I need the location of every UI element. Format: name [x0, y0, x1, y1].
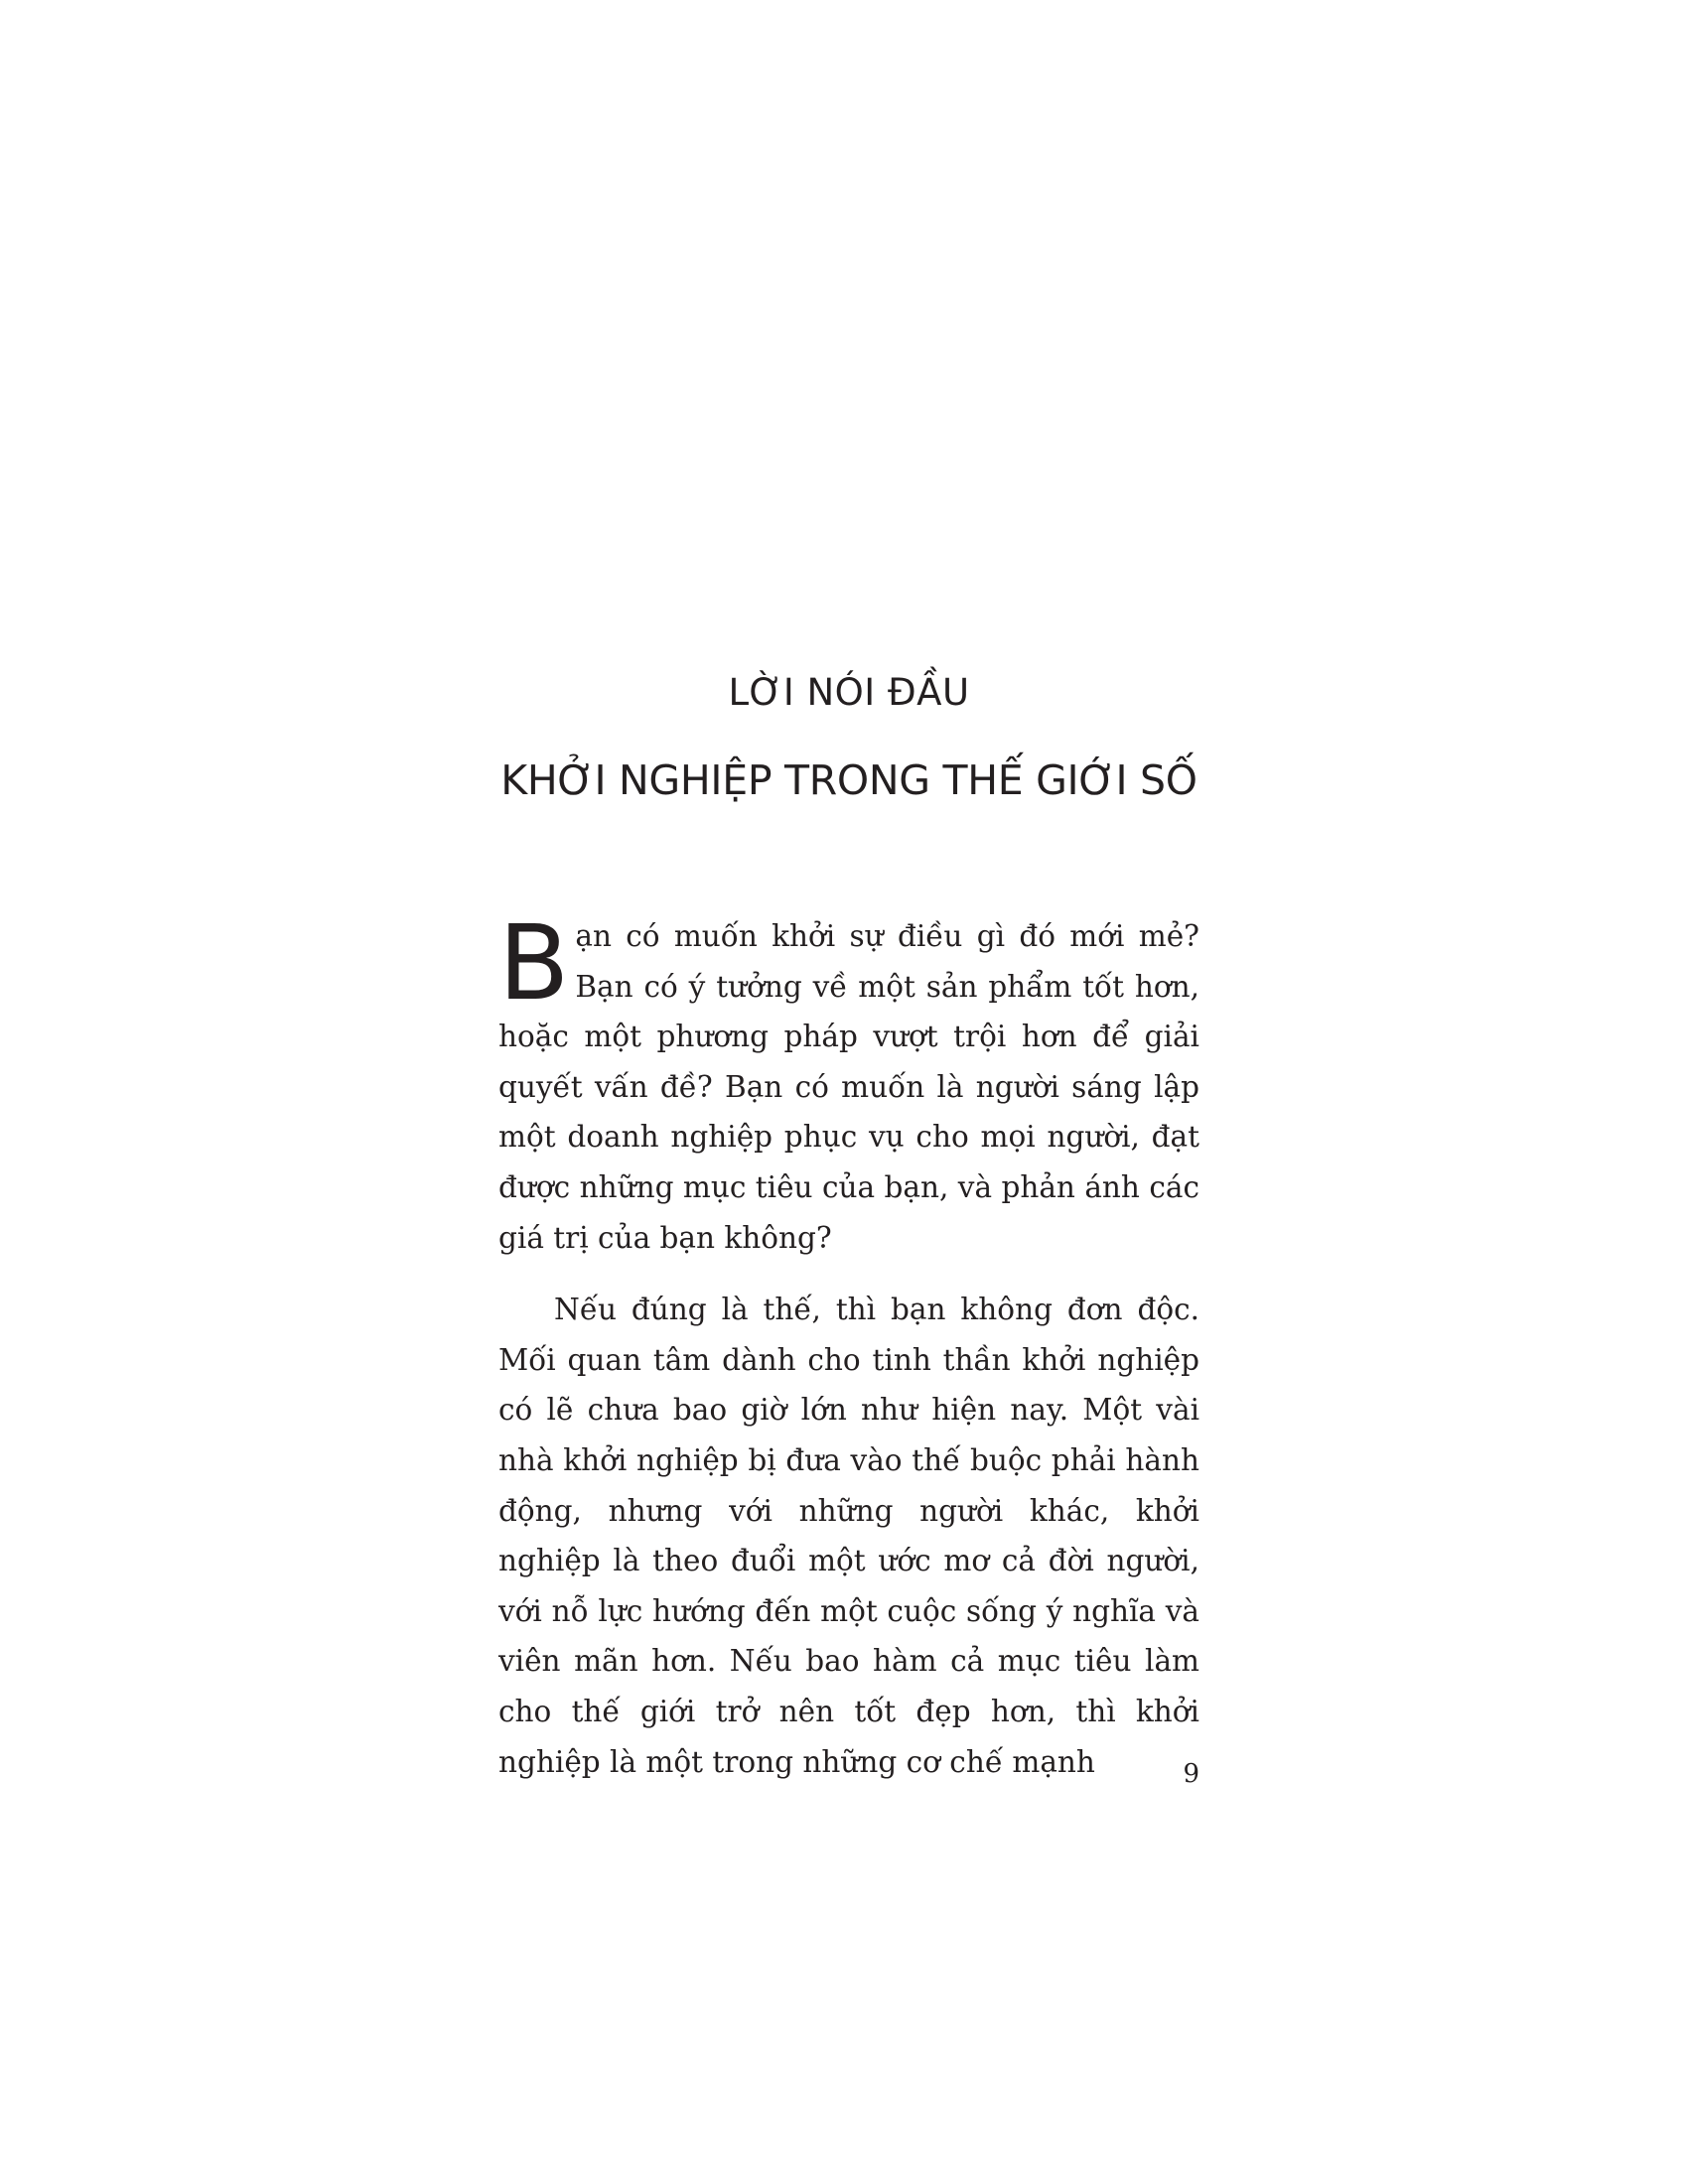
- section-label: LỜI NÓI ĐẦU: [728, 671, 970, 714]
- drop-cap: B: [498, 902, 570, 1024]
- paragraph-1-text: ạn có muốn khởi sự điều gì đó mới mẻ? Bạn có ý tưởng về một sản phẩm tốt hơn, hoặc một phương pháp vượt trội hơn để giải quyết vấn đề? Bạn có muốn là người sáng lập một doanh nghiệp phục vụ cho mọi người, đạt được những mục tiêu của bạn, và phản ánh các giá trị của bạn không?: [498, 919, 1199, 1255]
- paragraph-2: [498, 1285, 1199, 1787]
- page-number: 9: [1183, 1759, 1199, 1789]
- paragraph-1: [498, 902, 1199, 1263]
- paragraph-2-text: Nếu đúng là thế, thì bạn không đơn độc. Mối quan tâm dành cho tinh thần khởi nghiệp có lẽ chưa bao giờ lớn như hiện nay. Một vài nhà khởi nghiệp bị đưa vào thế buộc phải hành động, nhưng với những người khác, khởi nghiệp là theo đuổi một ước mơ cả đời người, với nỗ lực hướng đến một cuộc sống ý nghĩa và viên mãn hơn. Nếu bao hàm cả mục tiêu làm cho thế giới trở nên tốt đẹp hơn, thì khởi nghiệp là một trong những cơ chế mạnh: [498, 1293, 1199, 1779]
- body-text: [498, 902, 1199, 1787]
- chapter-title: KHỞI NGHIỆP TRONG THẾ GIỚI SỐ: [500, 756, 1197, 804]
